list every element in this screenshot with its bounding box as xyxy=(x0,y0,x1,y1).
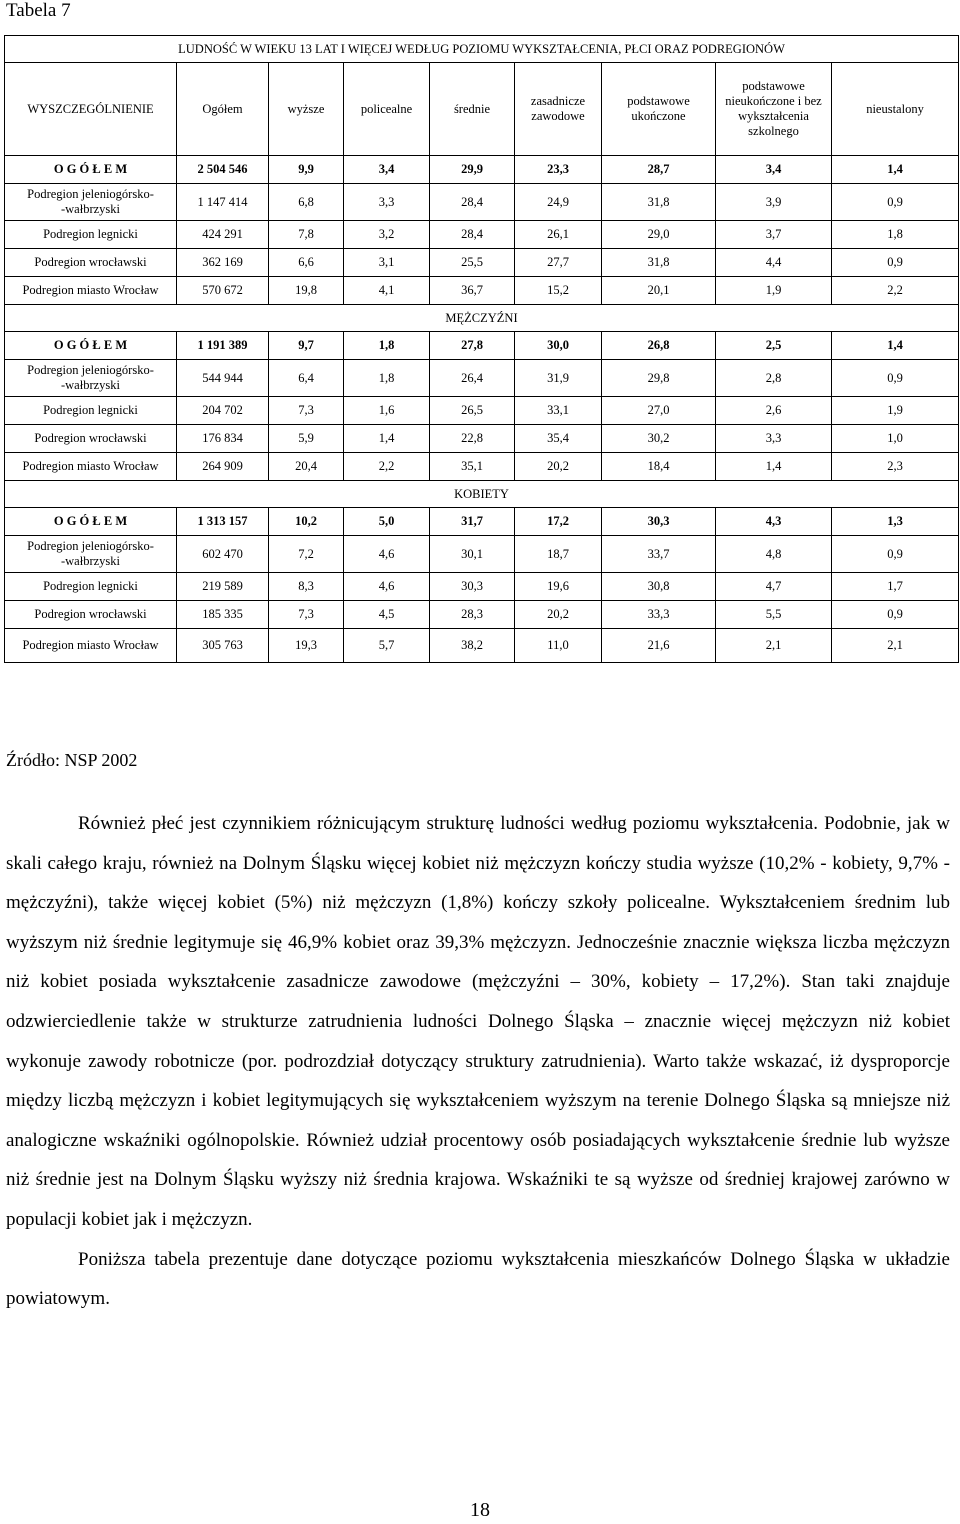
table-cell: 38,2 xyxy=(430,629,515,663)
paragraph: Również płeć jest czynnikiem różnicującym strukturę ludności według poziomu wykształcenia. Podobnie, jak w skali całego kraju, również na Dolnym Śląsku więcej kobiet niż mężczyzn kończy studia wyższe (10,2% - kobiety, 9,7% - mężczyźni), także więcej kobiet (5%) niż mężczyzn (1,8%) kończy szkoły policealne. Wykształceniem średnim lub wyższym niż średnie legitymuje się 46,9% kobiet oraz 39,3% mężczyzn. Jednocześnie znacznie większa liczba mężczyzn niż kobiet posiada wykształcenie zasadnicze zawodowe (mężczyźni – 30%, kobiety – 17,2%). Stan taki znajduje odzwierciedlenie także w strukturze zatrudnienia ludności Dolnego Śląska – znacznie więcej mężczyzn niż kobiet wykonuje zawody robotnicze (por. podrozdział dotyczący struktury zatrudnienia). Warto także wskazać, iż dysproporcje między liczbą mężczyzn i kobiet legitymujących się wykształceniem wyższym na terenie Dolnego Śląska są mniejsze niż analogiczne wskaźniki ogólnopolskie. Również udział procentowy osób posiadających wykształcenie średnie lub wyższe niż średnie jest na Dolnym Śląsku wyższy niż średnia krajowa. Wskaźniki te są wyższe od średniej krajowej zarówno w populacji kobiet jak i mężczyzn. xyxy=(6,813,950,1230)
table-cell: 5,0 xyxy=(344,508,430,536)
table-cell: 20,1 xyxy=(602,277,716,305)
table-cell: 1,0 xyxy=(832,425,959,453)
section-label: KOBIETY xyxy=(5,481,959,508)
table-cell: 26,4 xyxy=(430,360,515,397)
page-title: Tabela 7 xyxy=(6,0,71,21)
table-row xyxy=(5,601,959,629)
table-cell: 4,6 xyxy=(344,573,430,601)
table-cell: 0,9 xyxy=(832,536,959,573)
table-cell: 1,8 xyxy=(344,332,430,360)
table-cell: 29,0 xyxy=(602,221,716,249)
row-label: Podregion legnicki xyxy=(5,397,177,425)
table-cell: 219 589 xyxy=(177,573,269,601)
column-header: WYSZCZEGÓLNIENIE xyxy=(5,63,177,156)
table-cell: 31,8 xyxy=(602,249,716,277)
table-cell: 18,7 xyxy=(515,536,602,573)
table-cell: 1,4 xyxy=(832,332,959,360)
table-row xyxy=(5,573,959,601)
table-row xyxy=(5,629,959,663)
table-row xyxy=(5,184,959,221)
row-label: Podregion miasto Wrocław xyxy=(5,453,177,481)
table-row xyxy=(5,453,959,481)
table-cell: 29,9 xyxy=(430,156,515,184)
table-cell: 30,3 xyxy=(602,508,716,536)
table-cell: 35,4 xyxy=(515,425,602,453)
table-cell: 7,8 xyxy=(269,221,344,249)
table-cell: 185 335 xyxy=(177,601,269,629)
row-label: O G Ó Ł E M xyxy=(5,332,177,360)
column-header: wyższe xyxy=(269,63,344,156)
table-cell: 33,1 xyxy=(515,397,602,425)
table-cell: 305 763 xyxy=(177,629,269,663)
table-cell: 28,4 xyxy=(430,221,515,249)
column-header: podstawowe ukończone xyxy=(602,63,716,156)
table-cell: 1,3 xyxy=(832,508,959,536)
table-cell: 29,8 xyxy=(602,360,716,397)
table-cell: 26,8 xyxy=(602,332,716,360)
column-header: Ogółem xyxy=(177,63,269,156)
table-cell: 27,0 xyxy=(602,397,716,425)
table-cell: 424 291 xyxy=(177,221,269,249)
table-cell: 4,1 xyxy=(344,277,430,305)
table-cell: 27,7 xyxy=(515,249,602,277)
table-cell: 30,0 xyxy=(515,332,602,360)
table-cell: 4,8 xyxy=(716,536,832,573)
table-cell: 36,7 xyxy=(430,277,515,305)
row-label: Podregion wrocławski xyxy=(5,249,177,277)
table-cell: 20,2 xyxy=(515,453,602,481)
table-cell: 30,8 xyxy=(602,573,716,601)
total-row xyxy=(5,332,959,360)
table-cell: 31,8 xyxy=(602,184,716,221)
table-header-row xyxy=(5,63,959,156)
table-cell: 1 313 157 xyxy=(177,508,269,536)
row-label: Podregion legnicki xyxy=(5,221,177,249)
table-cell: 204 702 xyxy=(177,397,269,425)
table-cell: 11,0 xyxy=(515,629,602,663)
table-cell: 33,3 xyxy=(602,601,716,629)
table-cell: 1 191 389 xyxy=(177,332,269,360)
row-label: Podregion jeleniogórsko- -wałbrzyski xyxy=(5,536,177,573)
table-cell: 0,9 xyxy=(832,184,959,221)
table-cell: 2,2 xyxy=(344,453,430,481)
table-cell: 3,1 xyxy=(344,249,430,277)
table-cell: 7,3 xyxy=(269,601,344,629)
table-cell: 0,9 xyxy=(832,601,959,629)
page-number: 18 xyxy=(470,1499,490,1521)
table-cell: 3,3 xyxy=(716,425,832,453)
table-cell: 1,7 xyxy=(832,573,959,601)
table-cell: 25,5 xyxy=(430,249,515,277)
table-cell: 2,3 xyxy=(832,453,959,481)
table-caption: LUDNOŚĆ W WIEKU 13 LAT I WIĘCEJ WEDŁUG POZIOMU WYKSZTAŁCENIA, PŁCI ORAZ PODREGIONÓW xyxy=(5,36,959,63)
table-cell: 1,8 xyxy=(832,221,959,249)
table-cell: 5,9 xyxy=(269,425,344,453)
table-cell: 28,7 xyxy=(602,156,716,184)
table-cell: 9,7 xyxy=(269,332,344,360)
table-cell: 27,8 xyxy=(430,332,515,360)
section-row xyxy=(5,481,959,508)
section-row xyxy=(5,305,959,332)
table-cell: 21,6 xyxy=(602,629,716,663)
table-cell: 570 672 xyxy=(177,277,269,305)
table-cell: 22,8 xyxy=(430,425,515,453)
table-cell: 20,2 xyxy=(515,601,602,629)
table-cell: 3,7 xyxy=(716,221,832,249)
table-cell: 28,3 xyxy=(430,601,515,629)
column-header: zasadnicze zawodowe xyxy=(515,63,602,156)
total-row xyxy=(5,508,959,536)
row-label: Podregion wrocławski xyxy=(5,425,177,453)
column-header: podstawowe nieukończone i bez wykształcenia szkolnego xyxy=(716,63,832,156)
row-label: O G Ó Ł E M xyxy=(5,508,177,536)
table-row xyxy=(5,249,959,277)
table-cell: 602 470 xyxy=(177,536,269,573)
column-header: policealne xyxy=(344,63,430,156)
table-cell: 6,6 xyxy=(269,249,344,277)
table-cell: 4,6 xyxy=(344,536,430,573)
table-cell: 19,3 xyxy=(269,629,344,663)
table-cell: 30,3 xyxy=(430,573,515,601)
table-cell: 2,5 xyxy=(716,332,832,360)
table-cell: 4,4 xyxy=(716,249,832,277)
table-cell: 26,5 xyxy=(430,397,515,425)
table-cell: 2,6 xyxy=(716,397,832,425)
table-cell: 19,8 xyxy=(269,277,344,305)
table-cell: 544 944 xyxy=(177,360,269,397)
table-cell: 30,1 xyxy=(430,536,515,573)
table-cell: 7,3 xyxy=(269,397,344,425)
row-label: Podregion miasto Wrocław xyxy=(5,629,177,663)
row-label: Podregion wrocławski xyxy=(5,601,177,629)
table-row xyxy=(5,536,959,573)
table-cell: 362 169 xyxy=(177,249,269,277)
row-label: Podregion legnicki xyxy=(5,573,177,601)
table-cell: 31,7 xyxy=(430,508,515,536)
table-cell: 26,1 xyxy=(515,221,602,249)
table-cell: 1,9 xyxy=(832,397,959,425)
table-cell: 4,5 xyxy=(344,601,430,629)
table-cell: 1,8 xyxy=(344,360,430,397)
table-cell: 5,7 xyxy=(344,629,430,663)
paragraph: Poniższa tabela prezentuje dane dotyczące poziomu wykształcenia mieszkańców Dolnego Śląska w układzie powiatowym. xyxy=(6,1248,950,1310)
row-label: Podregion jeleniogórsko- -wałbrzyski xyxy=(5,184,177,221)
table-cell: 4,3 xyxy=(716,508,832,536)
table-cell: 6,4 xyxy=(269,360,344,397)
table-cell: 3,4 xyxy=(344,156,430,184)
table-cell: 33,7 xyxy=(602,536,716,573)
row-label: Podregion miasto Wrocław xyxy=(5,277,177,305)
table-cell: 28,4 xyxy=(430,184,515,221)
table-cell: 18,4 xyxy=(602,453,716,481)
table-cell: 7,2 xyxy=(269,536,344,573)
source-note: Źródło: NSP 2002 xyxy=(6,750,138,770)
table-cell: 3,2 xyxy=(344,221,430,249)
table-cell: 176 834 xyxy=(177,425,269,453)
table-cell: 5,5 xyxy=(716,601,832,629)
table-cell: 30,2 xyxy=(602,425,716,453)
table-cell: 15,2 xyxy=(515,277,602,305)
table-cell: 3,9 xyxy=(716,184,832,221)
table-cell: 1,9 xyxy=(716,277,832,305)
table-cell: 31,9 xyxy=(515,360,602,397)
table-cell: 24,9 xyxy=(515,184,602,221)
table-cell: 2 504 546 xyxy=(177,156,269,184)
table-cell: 3,3 xyxy=(344,184,430,221)
table-cell: 23,3 xyxy=(515,156,602,184)
table-cell: 1,6 xyxy=(344,397,430,425)
table-cell: 1,4 xyxy=(832,156,959,184)
table-cell: 2,8 xyxy=(716,360,832,397)
table-row xyxy=(5,221,959,249)
table-cell: 35,1 xyxy=(430,453,515,481)
column-header: nieustalony xyxy=(832,63,959,156)
table-cell: 3,4 xyxy=(716,156,832,184)
table-cell: 264 909 xyxy=(177,453,269,481)
table-cell: 2,1 xyxy=(716,629,832,663)
body-text xyxy=(6,804,950,1319)
education-table xyxy=(4,35,959,663)
table-cell: 17,2 xyxy=(515,508,602,536)
table-cell: 9,9 xyxy=(269,156,344,184)
table-cell: 20,4 xyxy=(269,453,344,481)
section-label: MĘŻCZYŹNI xyxy=(5,305,959,332)
table-row xyxy=(5,397,959,425)
row-label: O G Ó Ł E M xyxy=(5,156,177,184)
table-cell: 1,4 xyxy=(716,453,832,481)
table-cell: 1 147 414 xyxy=(177,184,269,221)
table-cell: 2,1 xyxy=(832,629,959,663)
row-label: Podregion jeleniogórsko- -wałbrzyski xyxy=(5,360,177,397)
table-cell: 0,9 xyxy=(832,249,959,277)
table-cell: 1,4 xyxy=(344,425,430,453)
table-row xyxy=(5,425,959,453)
table-cell: 0,9 xyxy=(832,360,959,397)
table-row xyxy=(5,277,959,305)
table-row xyxy=(5,360,959,397)
column-header: średnie xyxy=(430,63,515,156)
table-cell: 6,8 xyxy=(269,184,344,221)
total-row xyxy=(5,156,959,184)
table-cell: 4,7 xyxy=(716,573,832,601)
table-cell: 2,2 xyxy=(832,277,959,305)
table-cell: 10,2 xyxy=(269,508,344,536)
table-cell: 19,6 xyxy=(515,573,602,601)
table-cell: 8,3 xyxy=(269,573,344,601)
